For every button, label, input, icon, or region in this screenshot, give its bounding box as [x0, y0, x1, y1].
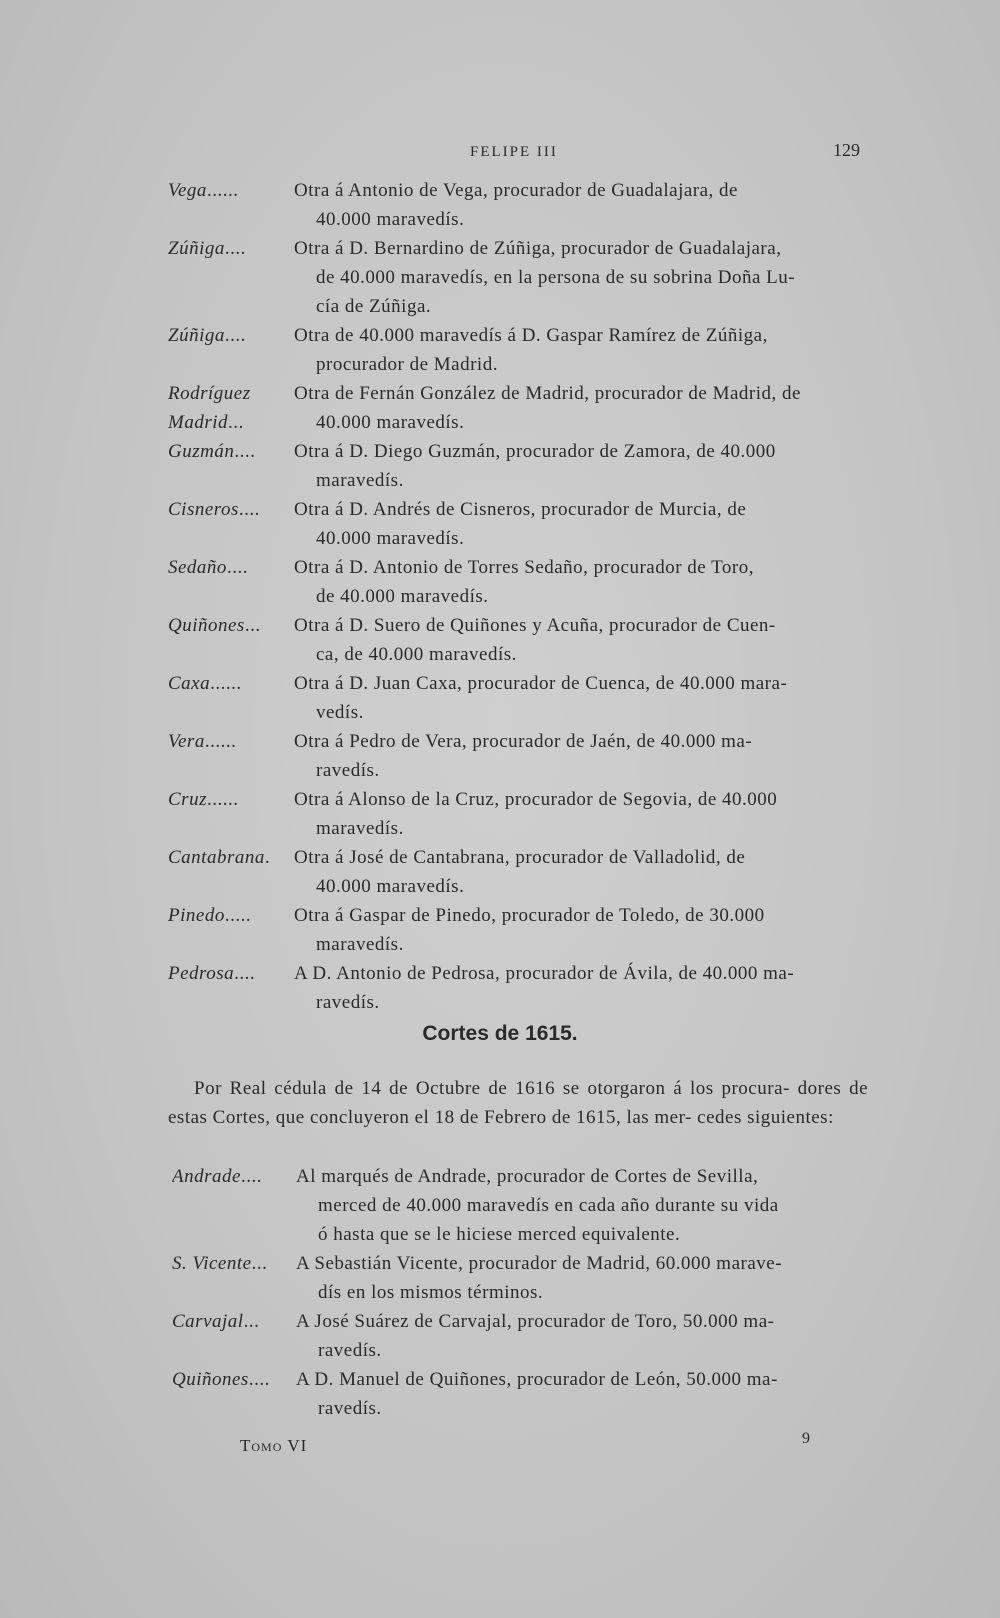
entry-line: Otra á D. Antonio de Torres Sedaño, procurador de Toro, — [294, 557, 754, 578]
entry-line: Otra de Fernán González de Madrid, procurador de Madrid, de — [294, 383, 801, 404]
entry-text — [294, 234, 868, 321]
entry-line: 40.000 maravedís. — [316, 412, 465, 433]
leader-dots: ...... — [210, 673, 242, 694]
entry-text — [294, 843, 868, 901]
entry-text — [294, 611, 868, 669]
entry-name-text: Pinedo — [168, 905, 225, 926]
entry-name-text: Guzmán — [168, 441, 235, 462]
entry-name — [172, 1162, 296, 1249]
entry-name-text: Quiñones — [168, 615, 245, 636]
entry-text — [294, 495, 868, 553]
entry-name-text-2: Madrid — [168, 412, 228, 433]
entry-row — [172, 1307, 868, 1365]
entry-name-text: Pedrosa — [168, 963, 235, 984]
entry-line: ravedís. — [316, 992, 380, 1013]
entry-name — [168, 321, 294, 379]
entry-row — [168, 437, 868, 495]
leader-dots: ..... — [224, 905, 252, 926]
entry-line: A D. Manuel de Quiñones, procurador de León, 50.000 ma- — [296, 1369, 778, 1390]
entry-line: Otra á D. Bernardino de Zúñiga, procurador de Guadalajara, — [294, 238, 782, 259]
entry-row — [168, 843, 868, 901]
entry-row — [172, 1162, 868, 1249]
volume-label: Tomo VI — [240, 1436, 308, 1455]
entry-text — [294, 321, 868, 379]
entry-name-text: Vera — [168, 731, 205, 752]
leader-dots: .... — [234, 441, 256, 462]
entry-text — [294, 379, 868, 437]
page-number: 129 — [833, 140, 860, 160]
entry-name — [172, 1365, 296, 1423]
entry-name-text: Sedaño — [168, 557, 227, 578]
entry-name-text: Zúñiga — [168, 238, 225, 259]
entry-line: Otra á Pedro de Vera, procurador de Jaén, de 40.000 ma- — [294, 731, 753, 752]
entry-text — [294, 437, 868, 495]
entry-text — [294, 959, 868, 1017]
entry-line: ravedís. — [318, 1340, 382, 1361]
entry-name-text: Andrade — [172, 1166, 241, 1187]
entry-name-text: Cruz — [168, 789, 207, 810]
entry-text — [294, 727, 868, 785]
entry-line: Otra de 40.000 maravedís á D. Gaspar Ramírez de Zúñiga, — [294, 325, 768, 346]
entry-line: procurador de Madrid. — [316, 354, 498, 375]
entry-line: Otra á José de Cantabrana, procurador de Valladolid, de — [294, 847, 746, 868]
entry-line: ravedís. — [316, 760, 380, 781]
entry-line: Otra á Antonio de Vega, procurador de Guadalajara, de — [294, 180, 738, 201]
entries-list-1615 — [172, 1162, 868, 1423]
entry-row — [168, 234, 868, 321]
leader-dots: ...... — [206, 789, 239, 810]
entry-name — [168, 379, 294, 437]
entry-name-text: S. Vicente — [172, 1253, 252, 1274]
entry-text — [294, 553, 868, 611]
entry-name-text: Zúñiga — [168, 325, 225, 346]
leader-dots: . — [264, 847, 271, 868]
entry-row — [168, 959, 868, 1017]
entry-line: Otra á D. Andrés de Cisneros, procurador de Murcia, de — [294, 499, 747, 520]
entry-line: Al marqués de Andrade, procurador de Cortes de Sevilla, — [296, 1166, 759, 1187]
entry-line: Otra á Gaspar de Pinedo, procurador de Toledo, de 30.000 — [294, 905, 765, 926]
entry-name — [168, 843, 294, 901]
entry-line: maravedís. — [316, 934, 404, 955]
entry-text — [296, 1162, 868, 1249]
entry-line: Otra á D. Juan Caxa, procurador de Cuenca, de 40.000 mara- — [294, 673, 788, 694]
intro-text — [168, 1074, 868, 1132]
entry-name — [172, 1307, 296, 1365]
intro-line: cedes siguientes: — [697, 1107, 834, 1128]
entry-name — [168, 785, 294, 843]
entry-name — [168, 901, 294, 959]
entry-name — [168, 495, 294, 553]
entry-row — [168, 553, 868, 611]
running-title: FELIPE III — [470, 144, 558, 160]
entry-row — [168, 176, 868, 234]
entry-name-text: Cantabrana — [168, 847, 265, 868]
entry-line: A D. Antonio de Pedrosa, procurador de Ávila, de 40.000 ma- — [294, 963, 795, 984]
leader-dots: ...... — [204, 731, 237, 752]
leader-dots: .... — [240, 1166, 262, 1187]
intro-paragraph — [168, 1074, 868, 1132]
entry-line: merced de 40.000 maravedís en cada año durante su vida — [318, 1195, 779, 1216]
signature-mark: 9 — [802, 1430, 810, 1447]
entry-name-text: Quiñones — [172, 1369, 249, 1390]
entries-list-1612 — [168, 176, 868, 1017]
entry-name — [168, 959, 294, 1017]
leader-dots: ... — [251, 1253, 268, 1274]
entry-name — [168, 437, 294, 495]
entry-name — [168, 727, 294, 785]
intro-line: dores de estas Cortes, que concluyeron el 18 de Febrero de 1615, las mer- — [168, 1078, 869, 1128]
entry-name — [168, 234, 294, 321]
entry-line: maravedís. — [316, 818, 404, 839]
entry-row — [172, 1249, 868, 1307]
entry-line: 40.000 maravedís. — [316, 876, 465, 897]
entry-name — [172, 1249, 296, 1307]
entry-text — [294, 901, 868, 959]
entry-name — [168, 669, 294, 727]
entry-line: A Sebastián Vicente, procurador de Madrid, 60.000 marave- — [296, 1253, 783, 1274]
entry-row — [168, 379, 868, 437]
entry-line: cía de Zúñiga. — [316, 296, 432, 317]
entry-text — [294, 669, 868, 727]
entry-name-text: Caxa — [168, 673, 211, 694]
entry-name-text: Cisneros — [168, 499, 239, 520]
entry-line: A José Suárez de Carvajal, procurador de Toro, 50.000 ma- — [296, 1311, 775, 1332]
entry-line: 40.000 maravedís. — [316, 528, 465, 549]
entry-line: de 40.000 maravedís, en la persona de su sobrina Doña Lu- — [316, 267, 796, 288]
entry-line: Otra á D. Diego Guzmán, procurador de Zamora, de 40.000 — [294, 441, 776, 462]
leader-dots: .... — [224, 325, 246, 346]
entry-line: ravedís. — [318, 1398, 382, 1419]
intro-line: Por Real cédula de 14 de Octubre de 1616 se otorgaron á los procura- — [194, 1078, 790, 1099]
leader-dots: .... — [226, 557, 248, 578]
entry-name-text: Rodríguez — [168, 383, 251, 404]
entry-line: vedís. — [316, 702, 364, 723]
entry-line: dís en los mismos términos. — [318, 1282, 544, 1303]
leader-dots: .... — [234, 963, 256, 984]
entry-name-text: Vega — [168, 180, 207, 201]
entry-line: Otra á Alonso de la Cruz, procurador de Segovia, de 40.000 — [294, 789, 778, 810]
entry-text — [294, 176, 868, 234]
leader-dots: ... — [243, 1311, 260, 1332]
entry-row — [168, 495, 868, 553]
entry-row — [168, 669, 868, 727]
entry-text — [296, 1365, 868, 1423]
entry-row — [168, 321, 868, 379]
leader-dots: .... — [248, 1369, 270, 1390]
leader-dots: ... — [244, 615, 261, 636]
leader-dots: .... — [238, 499, 260, 520]
entry-name-text: Carvajal — [172, 1311, 244, 1332]
entry-line: maravedís. — [316, 470, 404, 491]
entry-line: 40.000 maravedís. — [316, 209, 465, 230]
entry-text — [294, 785, 868, 843]
entry-name — [168, 611, 294, 669]
entry-row — [172, 1365, 868, 1423]
entry-line: Otra á D. Suero de Quiñones y Acuña, procurador de Cuen- — [294, 615, 776, 636]
entry-text — [296, 1249, 868, 1307]
entry-row — [168, 901, 868, 959]
entry-line: ca, de 40.000 maravedís. — [316, 644, 517, 665]
entry-row — [168, 611, 868, 669]
leader-dots: ...... — [206, 180, 239, 201]
section-title: Cortes de 1615. — [422, 1022, 578, 1045]
entry-line: ó hasta que se le hiciese merced equivalente. — [318, 1224, 681, 1245]
entry-name — [168, 553, 294, 611]
entry-row — [168, 727, 868, 785]
leader-dots: .... — [224, 238, 246, 259]
entry-text — [296, 1307, 868, 1365]
page-header — [170, 136, 860, 166]
entry-row — [168, 785, 868, 843]
page-footer — [240, 1430, 810, 1466]
leader-dots: ... — [228, 412, 244, 433]
entry-line: de 40.000 maravedís. — [316, 586, 489, 607]
entry-name — [168, 176, 294, 234]
